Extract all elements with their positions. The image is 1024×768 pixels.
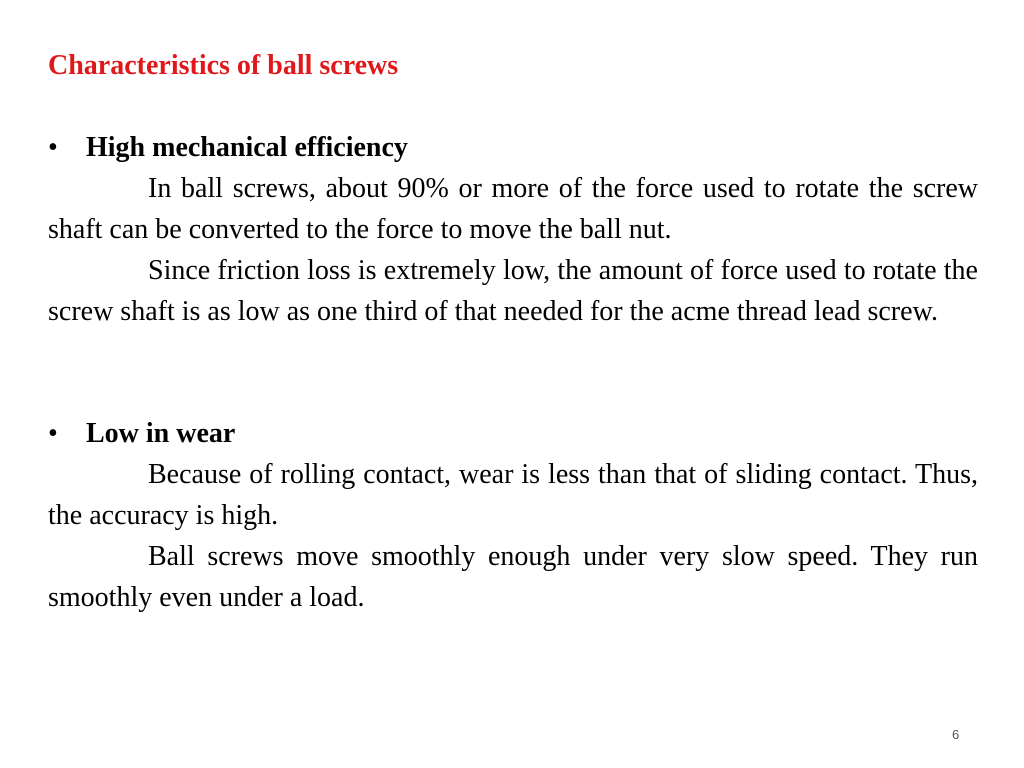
bullet-icon: • [48,418,58,449]
paragraph: Because of rolling contact, wear is less than that of sliding contact. Thus, the accuracy is high. [48,459,978,531]
slide-title: Characteristics of ball screws [48,50,399,81]
section-low-in-wear [48,413,978,618]
section-heading: High mechanical efficiency [86,132,408,163]
bullet-icon: • [48,132,58,163]
paragraph: Since friction loss is extremely low, the amount of force used to rotate the screw shaft is as low as one third of that needed for the acme thread lead screw. [48,255,978,327]
bullet-heading [48,127,978,168]
page-number: 6 [952,727,960,742]
paragraph: Ball screws move smoothly enough under very slow speed. They run smoothly even under a load. [48,541,978,613]
section-high-mechanical-efficiency [48,127,978,332]
section-heading: Low in wear [86,418,236,449]
bullet-heading [48,413,978,454]
paragraph: In ball screws, about 90% or more of the force used to rotate the screw shaft can be converted to the force to move the ball nut. [48,173,978,245]
